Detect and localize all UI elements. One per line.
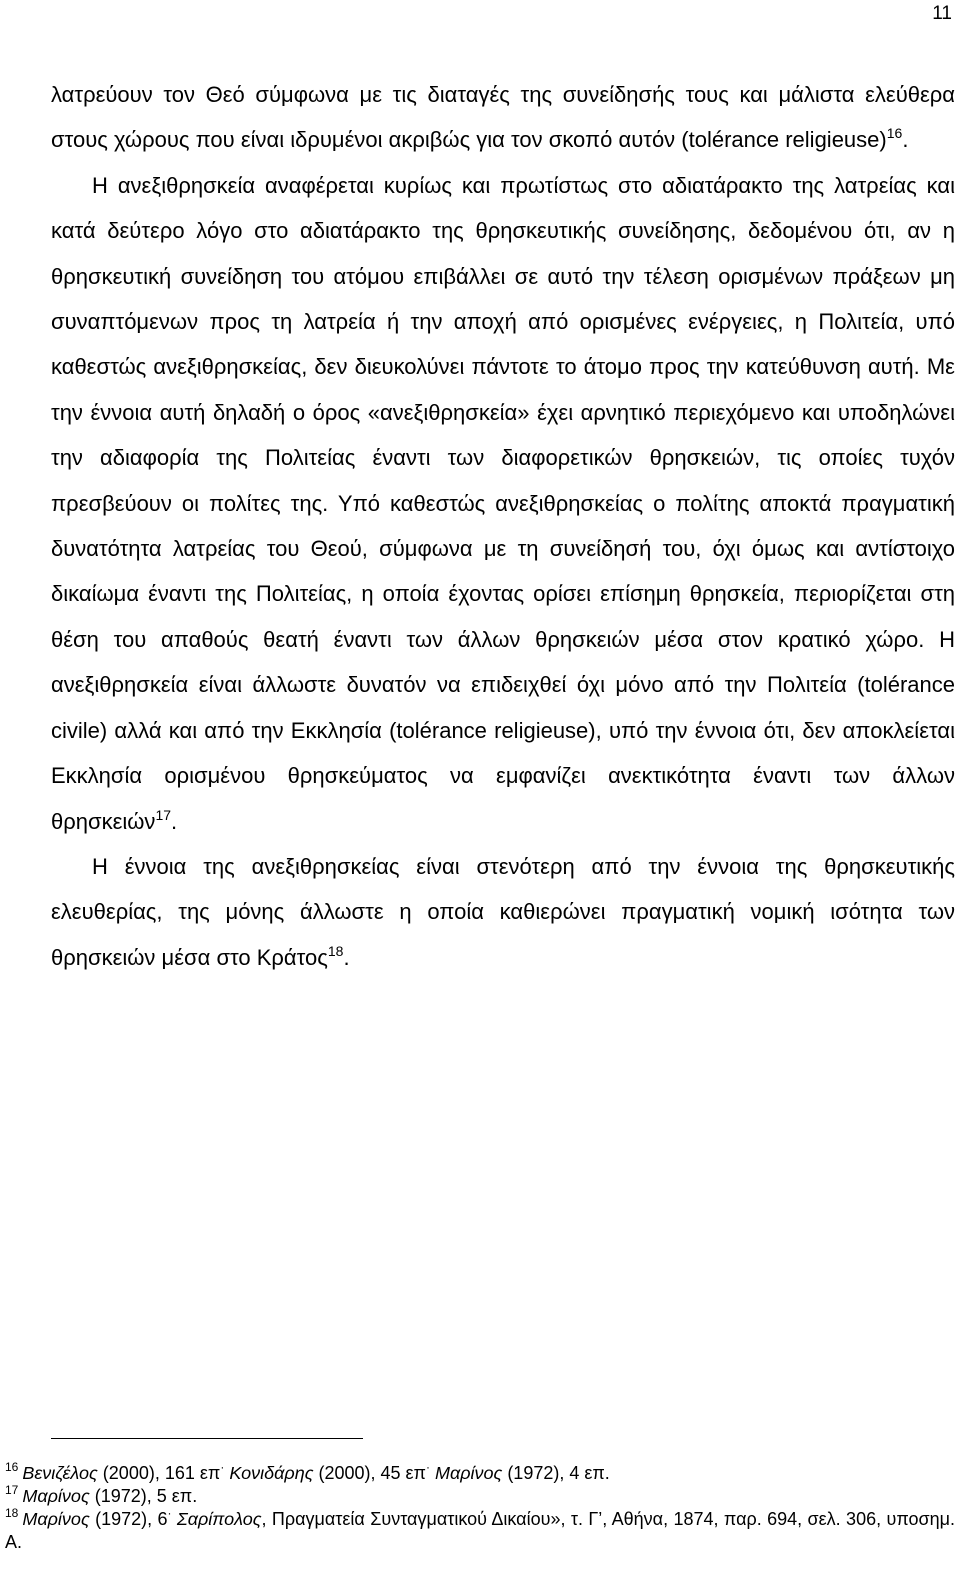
footnote-16 bbox=[5, 1462, 955, 1485]
footnote-text: (1972), 6 bbox=[89, 1509, 168, 1529]
footnote-semicolon: · bbox=[167, 1506, 172, 1520]
footnote-17 bbox=[5, 1485, 955, 1508]
footnote-number: 16 bbox=[5, 1460, 19, 1474]
footnote-number: 18 bbox=[5, 1506, 19, 1520]
footnote-author: Σαρίπολος bbox=[176, 1509, 262, 1529]
footnote-text: , Πραγματεία Συνταγματικού Δικαίου», τ. Γ’, Αθήνα, 1874, παρ. 694, σελ. 306, υποσημ. Α. bbox=[5, 1509, 955, 1552]
footnotes bbox=[5, 1462, 955, 1554]
footnote-ref-17[interactable]: 17 bbox=[155, 806, 172, 823]
footnote-separator bbox=[51, 1438, 363, 1439]
footnote-author: Μαρίνος bbox=[434, 1463, 503, 1483]
paragraph-3-end: . bbox=[343, 944, 350, 970]
footnote-text: (2000), 45 επ bbox=[313, 1463, 426, 1483]
paragraph-2 bbox=[51, 163, 955, 844]
footnote-text: (2000), 161 επ bbox=[97, 1463, 221, 1483]
paragraph-3-text: Η έννοια της ανεξιθρησκείας είναι στενότερη από την έννοια της θρησκευτικής ελευθερίας, της μόνης άλλωστε η οποία καθιερώνει πραγματική νομική ισότητα των θρησκειών μέσα στο Κράτος bbox=[51, 853, 955, 970]
paragraph-1-end: . bbox=[902, 127, 909, 153]
footnote-author: Κονιδάρης bbox=[229, 1463, 314, 1483]
footnote-author: Βενιζέλος bbox=[22, 1463, 98, 1483]
footnote-semicolon: · bbox=[425, 1460, 430, 1474]
footnote-semicolon: · bbox=[220, 1460, 225, 1474]
paragraph-1 bbox=[51, 72, 955, 163]
footnote-text: (1972), 4 επ. bbox=[502, 1463, 610, 1483]
footnote-author: Μαρίνος bbox=[22, 1486, 90, 1506]
footnote-ref-16[interactable]: 16 bbox=[886, 125, 903, 142]
body-text bbox=[51, 72, 955, 980]
paragraph-2-end: . bbox=[171, 808, 178, 834]
footnote-18 bbox=[5, 1508, 955, 1554]
paragraph-2-text: Η ανεξιθρησκεία αναφέρεται κυρίως και πρωτίστως στο αδιατάρακτο της λατρείας και κατά δεύτερο λόγο στο αδιατάρακτο της θρησκευτικής συνείδησης, δεδομένου ότι, αν η θρησκευτική συνείδηση του ατόμου επιβάλλει σε αυτό την τέλεση ορισμένων πράξεων μη συναπτόμενων προς τη λατρεία ή την αποχή από ορισμένες ενέργειες, η Πολιτεία, υπό καθεστώς ανεξιθρησκείας, δεν διευκολύνει πάντοτε το άτομο προς την κατεύθυνση αυτή. Με την έννοια αυτή δηλαδή ο όρος «ανεξιθρησκεία» έχει αρνητικό περιεχόμενο και υποδηλώνει την αδιαφορία της Πολιτείας έναντι των διαφορετικών θρησκειών, τις οποίες τυχόν πρεσβεύουν οι πολίτες της. Υπό καθεστώς ανεξιθρησκείας ο πολίτης αποκτά πραγματική δυνατότητα λατρείας του Θεού, σύμφωνα με τη συνείδησή του, όχι όμως και αντίστοιχο δικαίωμα έναντι της Πολιτείας, η οποία έχοντας ορίσει επίσημη θρησκεία, περιορίζεται στη θέση του απαθούς θεατή έναντι των άλλων θρησκειών μέσα στον κρατικό χώρο. Η ανεξιθρησκεία είναι άλλωστε δυνατόν να επιδειχθεί όχι μόνο από την Πολιτεία (tolérance civile) αλλά και από την Εκκλησία (tolérance religieuse), υπό την έννοια ότι, δεν αποκλείεται Εκκλησία ορισμένου θρησκεύματος να εμφανίζει ανεκτικότητα έναντι των άλλων θρησκειών bbox=[51, 172, 955, 834]
paragraph-1-text: λατρεύουν τον Θεό σύμφωνα με τις διαταγές της συνείδησής τους και μάλιστα ελεύθερα στους χώρους που είναι ιδρυμένοι ακριβώς για τον σκοπό αυτόν (tolérance religieuse) bbox=[51, 82, 955, 153]
footnote-ref-18[interactable]: 18 bbox=[327, 942, 344, 959]
paragraph-3 bbox=[51, 844, 955, 980]
footnote-text: (1972), 5 επ. bbox=[89, 1486, 198, 1506]
page-number: 11 bbox=[932, 3, 952, 24]
footnote-author: Μαρίνος bbox=[22, 1509, 90, 1529]
footnote-number: 17 bbox=[5, 1483, 19, 1497]
